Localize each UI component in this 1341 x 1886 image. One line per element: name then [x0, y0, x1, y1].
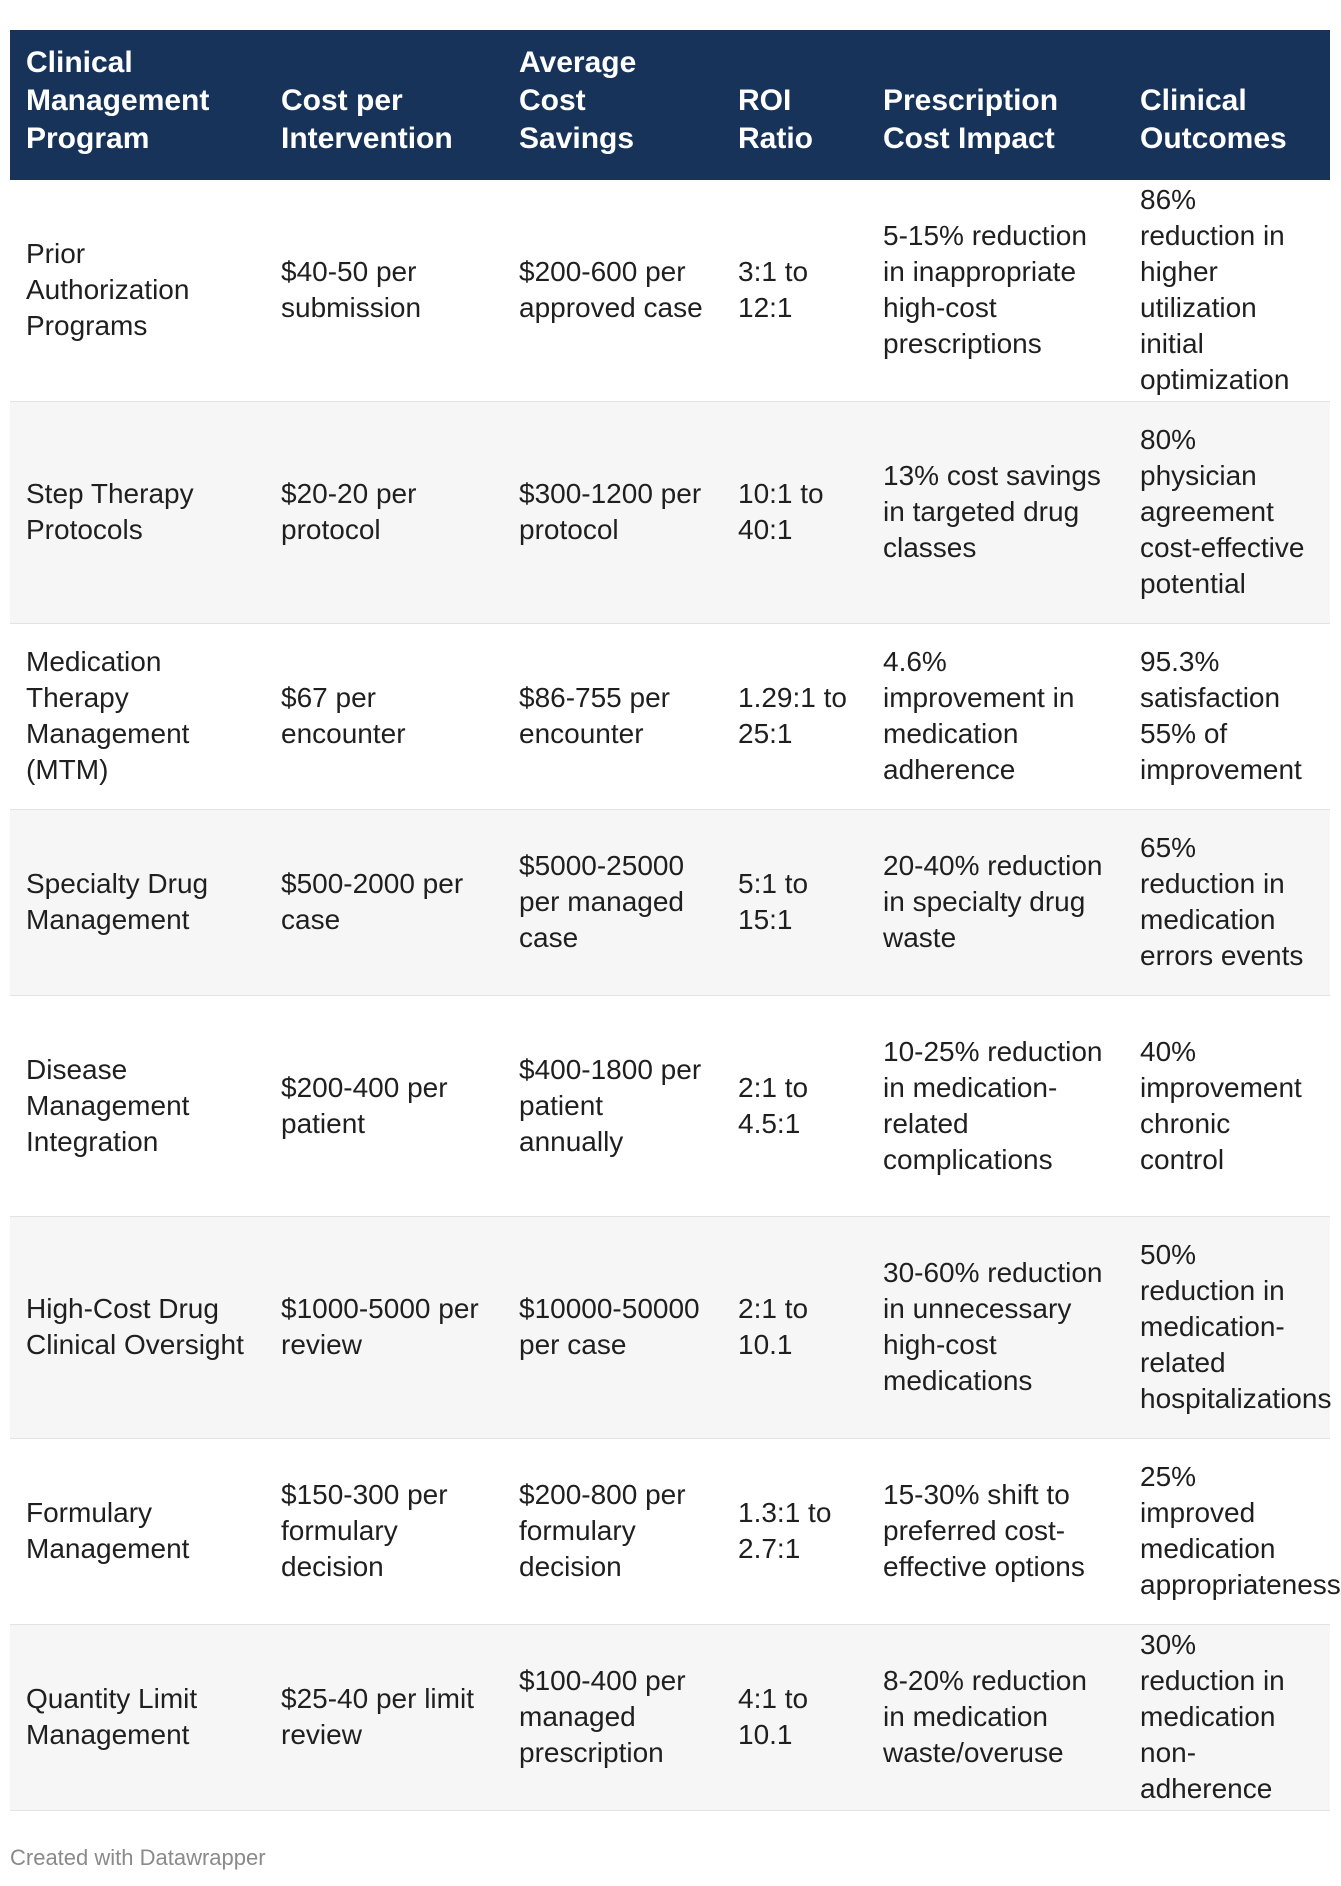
cell-cost-per-intervention: $20-20 per protocol [265, 401, 503, 623]
cell-cost-per-intervention: $40-50 per submission [265, 180, 503, 401]
cell-clinical-outcomes: 65% reduction in medication errors events [1124, 809, 1330, 995]
cell-prescription-cost-impact: 20-40% reduction in specialty drug waste [867, 809, 1124, 995]
cell-roi-ratio: 4:1 to 10.1 [722, 1624, 867, 1810]
cell-roi-ratio: 10:1 to 40:1 [722, 401, 867, 623]
table-row [10, 809, 1330, 995]
column-header-clinical-outcomes[interactable]: Clinical Outcomes [1140, 84, 1287, 155]
cell-prescription-cost-impact: 8-20% reduction in medication waste/overuse [867, 1624, 1124, 1810]
cell-program: Disease Management Integration [10, 995, 265, 1216]
cell-program: High-Cost Drug Clinical Oversight [10, 1216, 265, 1438]
cell-clinical-outcomes: 95.3% satisfaction 55% of improvement [1124, 623, 1330, 809]
datawrapper-credit[interactable]: Created with Datawrapper [10, 1845, 266, 1870]
cell-program: Step Therapy Protocols [10, 401, 265, 623]
table-body [10, 180, 1341, 1810]
cell-roi-ratio: 1.29:1 to 25:1 [722, 623, 867, 809]
table-row [10, 401, 1330, 623]
header-row [10, 30, 1330, 180]
cell-program: Prior Authorization Programs [10, 180, 265, 401]
cell-program: Specialty Drug Management [10, 809, 265, 995]
cell-prescription-cost-impact: 4.6% improvement in medication adherence [867, 623, 1124, 809]
cell-cost-per-intervention: $200-400 per patient [265, 995, 503, 1216]
cell-clinical-outcomes: 80% physician agreement cost-effective potential [1124, 401, 1330, 623]
cell-clinical-outcomes: 30% reduction in medication non-adherence [1124, 1624, 1330, 1810]
cell-average-cost-savings: $200-800 per formulary decision [503, 1438, 722, 1624]
column-header-cost-per-intervention[interactable]: Cost per Intervention [281, 84, 453, 155]
cell-prescription-cost-impact: 5-15% reduction in inappropriate high-cost prescriptions [867, 180, 1124, 401]
table-row [10, 1624, 1330, 1810]
cell-cost-per-intervention: $150-300 per formulary decision [265, 1438, 503, 1624]
cell-average-cost-savings: $100-400 per managed prescription [503, 1624, 722, 1810]
cell-program: Quantity Limit Management [10, 1624, 265, 1810]
cell-average-cost-savings: $300-1200 per protocol [503, 401, 722, 623]
cell-program: Formulary Management [10, 1438, 265, 1624]
cell-average-cost-savings: $400-1800 per patient annually [503, 995, 722, 1216]
cell-roi-ratio: 2:1 to 10.1 [722, 1216, 867, 1438]
cell-roi-ratio: 3:1 to 12:1 [722, 180, 867, 401]
data-table-container [10, 30, 1341, 1811]
cell-clinical-outcomes: 25% improved medication appropriateness [1124, 1438, 1330, 1624]
table-row [10, 995, 1330, 1216]
cell-roi-ratio: 1.3:1 to 2.7:1 [722, 1438, 867, 1624]
table-header [10, 30, 1330, 180]
cell-average-cost-savings: $200-600 per approved case [503, 180, 722, 401]
cell-average-cost-savings: $5000-25000 per managed case [503, 809, 722, 995]
cell-average-cost-savings: $10000-50000 per case [503, 1216, 722, 1438]
column-header-prescription-cost-impact[interactable]: Prescription Cost Impact [883, 84, 1059, 155]
cell-clinical-outcomes: 86% reduction in higher utilization initial optimization [1124, 180, 1330, 401]
cell-cost-per-intervention: $1000-5000 per review [265, 1216, 503, 1438]
cell-prescription-cost-impact: 30-60% reduction in unnecessary high-cost medications [867, 1216, 1124, 1438]
cell-prescription-cost-impact: 15-30% shift to preferred cost-effective options [867, 1438, 1124, 1624]
cell-cost-per-intervention: $500-2000 per case [265, 809, 503, 995]
column-header-roi-ratio[interactable]: ROI Ratio [738, 84, 813, 155]
cell-prescription-cost-impact: 13% cost savings in targeted drug classes [867, 401, 1124, 623]
cell-roi-ratio: 2:1 to 4.5:1 [722, 995, 867, 1216]
cell-prescription-cost-impact: 10-25% reduction in medication-related complications [867, 995, 1124, 1216]
table-row [10, 1438, 1330, 1624]
table-row [10, 623, 1330, 809]
cell-clinical-outcomes: 40% improvement chronic control [1124, 995, 1330, 1216]
table-row [10, 1216, 1330, 1438]
cell-average-cost-savings: $86-755 per encounter [503, 623, 722, 809]
column-header-program[interactable]: Clinical Management Program [26, 46, 210, 155]
cell-roi-ratio: 5:1 to 15:1 [722, 809, 867, 995]
clinical-programs-table [10, 30, 1341, 1811]
cell-program: Medication Therapy Management (MTM) [10, 623, 265, 809]
cell-clinical-outcomes: 50% reduction in medication-related hospitalizations [1124, 1216, 1330, 1438]
cell-cost-per-intervention: $25-40 per limit review [265, 1624, 503, 1810]
table-row [10, 180, 1330, 401]
cell-cost-per-intervention: $67 per encounter [265, 623, 503, 809]
column-header-average-cost-savings[interactable]: Average Cost Savings [519, 46, 637, 155]
